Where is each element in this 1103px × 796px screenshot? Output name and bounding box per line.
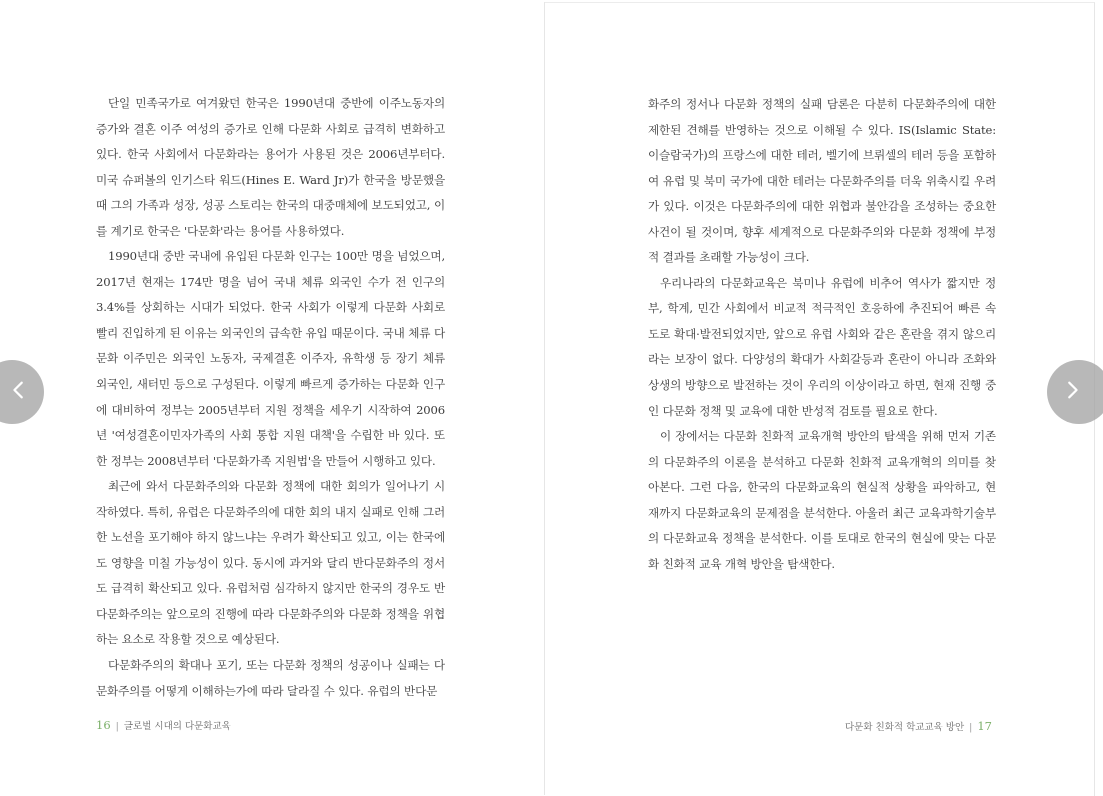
footer-separator: | [115,721,119,732]
chevron-left-icon [0,379,30,405]
running-title: 다문화 친화적 학교교육 방안 [844,722,965,733]
paragraph: 단일 민족국가로 여겨왔던 한국은 1990년대 중반에 이주노동자의 증가와 결혼 이주 여성의 증가로 인해 다문화 사회로 급격히 변화하고 있다. 한국 사회에서 다문화라는 용어가 사용된 것은 2006년부터다. 미국 슈퍼볼의 인기스타 워드(Hines E. Ward Jr)가 한국을 방문했을 때 그의 가족과 성장, 성공 스토리는 한국의 대중매체에 보도되었고, 이를 계기로 한국은 '다문화'라는 용어를 사용하였다. [96,96,445,238]
paragraph: 1990년대 중반 국내에 유입된 다문화 인구는 100만 명을 넘었으며, 2017년 현재는 174만 명을 넘어 국내 체류 외국인 수가 전 인구의 3.4%를 상회하는 시대가 되었다. 한국 사회가 이렇게 다문화 사회로 빨리 진입하게 된 이유는 외국인의 급속한 유입 때문이다. 국내 체류 다문화 이주민은 외국인 노동자, 국제결혼 이주자, 유학생 등 장기 체류 외국인, 새터민 등으로 구성된다. 이렇게 빠르게 증가하는 다문화 인구에 대비하여 정부는 2005년부터 지원 정책을 세우기 시작하여 2006년 '여성결혼이민자가족의 사회 통합 지원 대책'을 수립한 바 있다. 또한 정부는 2008년부터 '다문화가족 지원법'을 만들어 시행하고 있다. [96,249,445,468]
left-page [0,2,545,795]
next-page-button[interactable] [1047,360,1103,424]
right-page-footer [845,719,992,733]
paragraph: 최근에 와서 다문화주의와 다문화 정책에 대한 회의가 일어나기 시작하였다. 특히, 유럽은 다문화주의에 대한 회의 내지 실패로 인해 그러한 노선을 포기해야 하지 않느냐는 우려가 확산되고 있고, 이는 한국에도 영향을 미칠 가능성이 있다. 동시에 과거와 달리 반다문화주의 정서도 급격히 확산되고 있다. 유럽처럼 심각하지 않지만 한국의 경우도 반다문화주의는 앞으로의 진행에 따라 다문화주의와 다문화 정책을 위협하는 요소로 작용할 것으로 예상된다. [96,479,445,647]
footer-separator: | [969,722,973,733]
chevron-right-icon [1061,379,1097,405]
page-number: 17 [977,719,992,733]
paragraph: 다문화주의의 확대나 포기, 또는 다문화 정책의 성공이나 실패는 다문화주의를 어떻게 이해하는가에 따라 달라질 수 있다. 유럽의 반다문 [96,658,445,698]
left-page-footer [96,718,231,732]
paragraph: 우리나라의 다문화교육은 북미나 유럽에 비추어 역사가 짧지만 정부, 학계, 민간 사회에서 비교적 적극적인 호응하에 추진되어 빠른 속도로 확대·발전되었지만, 앞으로 유럽 사회와 같은 혼란을 겪지 않으리라는 보장이 없다. 다양성의 확대가 사회갈등과 혼란이 아니라 조화와 상생의 방향으로 발전하는 것이 우리의 이상이라고 하면, 현재 진행 중인 다문화 정책 및 교육에 대한 반성적 검토를 필요로 한다. [648,275,996,418]
paragraph: 화주의 정서나 다문화 정책의 실패 담론은 다분히 다문화주의에 대한 제한된 견해를 반영하는 것으로 이해될 수 있다. IS(Islamic State: 이슬람국가)의 프랑스에 대한 테러, 벨기에 브뤼셀의 테러 등을 포함하여 유럽 및 북미 국가에 대한 테러는 다문화주의를 더욱 위축시킬 우려가 있다. 이것은 다문화주의에 대한 위협과 불안감을 조성하는 중요한 사건이 될 것이며, 향후 세계적으로 다문화주의와 다문화 정책에 부정적 결과를 초래할 가능성이 크다. [648,97,996,265]
left-page-body [96,91,445,704]
page-number: 16 [96,718,111,732]
right-page [545,2,1095,796]
right-page-body [648,92,996,577]
running-title: 글로벌 시대의 다문화교육 [123,721,231,732]
paragraph: 이 장에서는 다문화 친화적 교육개혁 방안의 탐색을 위해 먼저 기존의 다문화주의 이론을 분석하고 다문화 친화적 교육개혁의 의미를 찾아본다. 그런 다음, 한국의 다문화교육의 현실적 상황을 파악하고, 현재까지 다문화교육의 문제점을 분석한다. 아울러 최근 교육과학기술부의 다문화교육 정책을 분석한다. 이를 토대로 한국의 현실에 맞는 다문화 친화적 교육 개혁 방안을 탐색한다. [648,429,996,571]
